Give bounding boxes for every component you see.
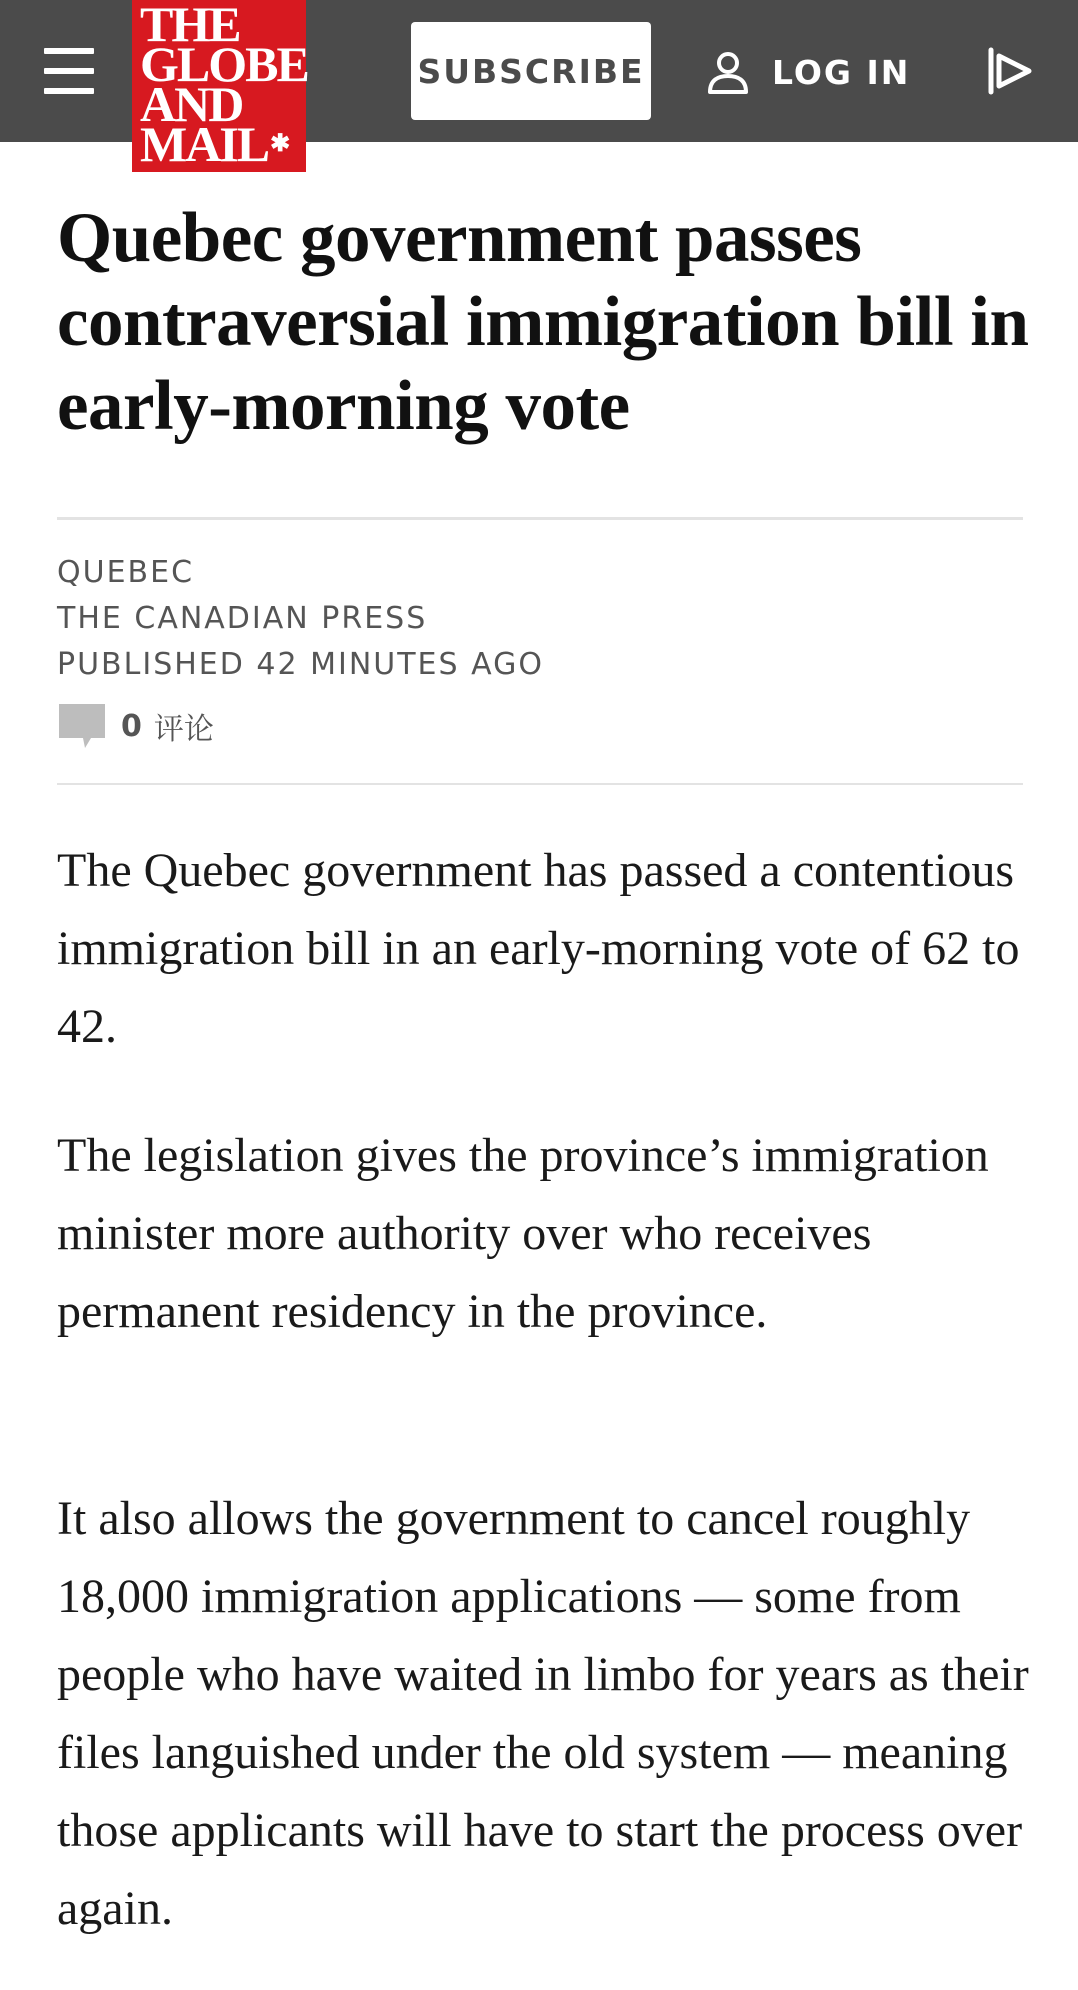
- globe-and-mail-logo[interactable]: [132, 0, 306, 172]
- maple-leaf-icon: ✱: [270, 131, 289, 157]
- logo-line-1: THE: [140, 0, 240, 52]
- published-time: PUBLISHED 42 MINUTES AGO: [57, 647, 544, 682]
- logo-line-4: MAIL: [140, 116, 269, 172]
- article-paragraph-3: It also allows the government to cancel roughly 18,000 immigration applications — some from people who have waited in limbo for years as their files languished under the old system — meaning those applicants will have to start the process over again.: [57, 1492, 1029, 1935]
- comment-label: 评论: [153, 712, 214, 747]
- menu-line: [44, 88, 94, 94]
- log-in-label: LOG IN: [772, 52, 911, 92]
- divider: [57, 783, 1023, 785]
- logo-line-3: AND: [140, 76, 243, 132]
- article-dateline: QUEBEC: [57, 555, 195, 590]
- article-source: THE CANADIAN PRESS: [57, 601, 428, 636]
- menu-line: [44, 68, 94, 74]
- comment-count: 0: [121, 708, 142, 744]
- logo-line-2: GLOBE: [140, 36, 308, 92]
- logo-line-4-wrapper: [140, 116, 306, 172]
- comment-icon: [57, 702, 107, 750]
- play-icon[interactable]: [985, 46, 1037, 96]
- comments-button[interactable]: [57, 700, 214, 752]
- top-navigation-bar: [0, 0, 1078, 172]
- log-in-button[interactable]: [706, 44, 910, 100]
- menu-line: [44, 48, 94, 54]
- subscribe-button[interactable]: SUBSCRIBE: [411, 22, 651, 120]
- hamburger-menu-icon[interactable]: [40, 48, 96, 94]
- user-icon: [706, 50, 750, 94]
- article-headline: Quebec government passes contraversial immigration bill in early-morning vote: [57, 199, 1029, 445]
- article-paragraph-1: The Quebec government has passed a contentious immigration bill in an early-morning vote of 62 to 42.: [57, 844, 1020, 1053]
- divider: [57, 517, 1023, 520]
- article-paragraph-2: The legislation gives the province’s immigration minister more authority over who receives permanent residency in the province.: [57, 1129, 989, 1338]
